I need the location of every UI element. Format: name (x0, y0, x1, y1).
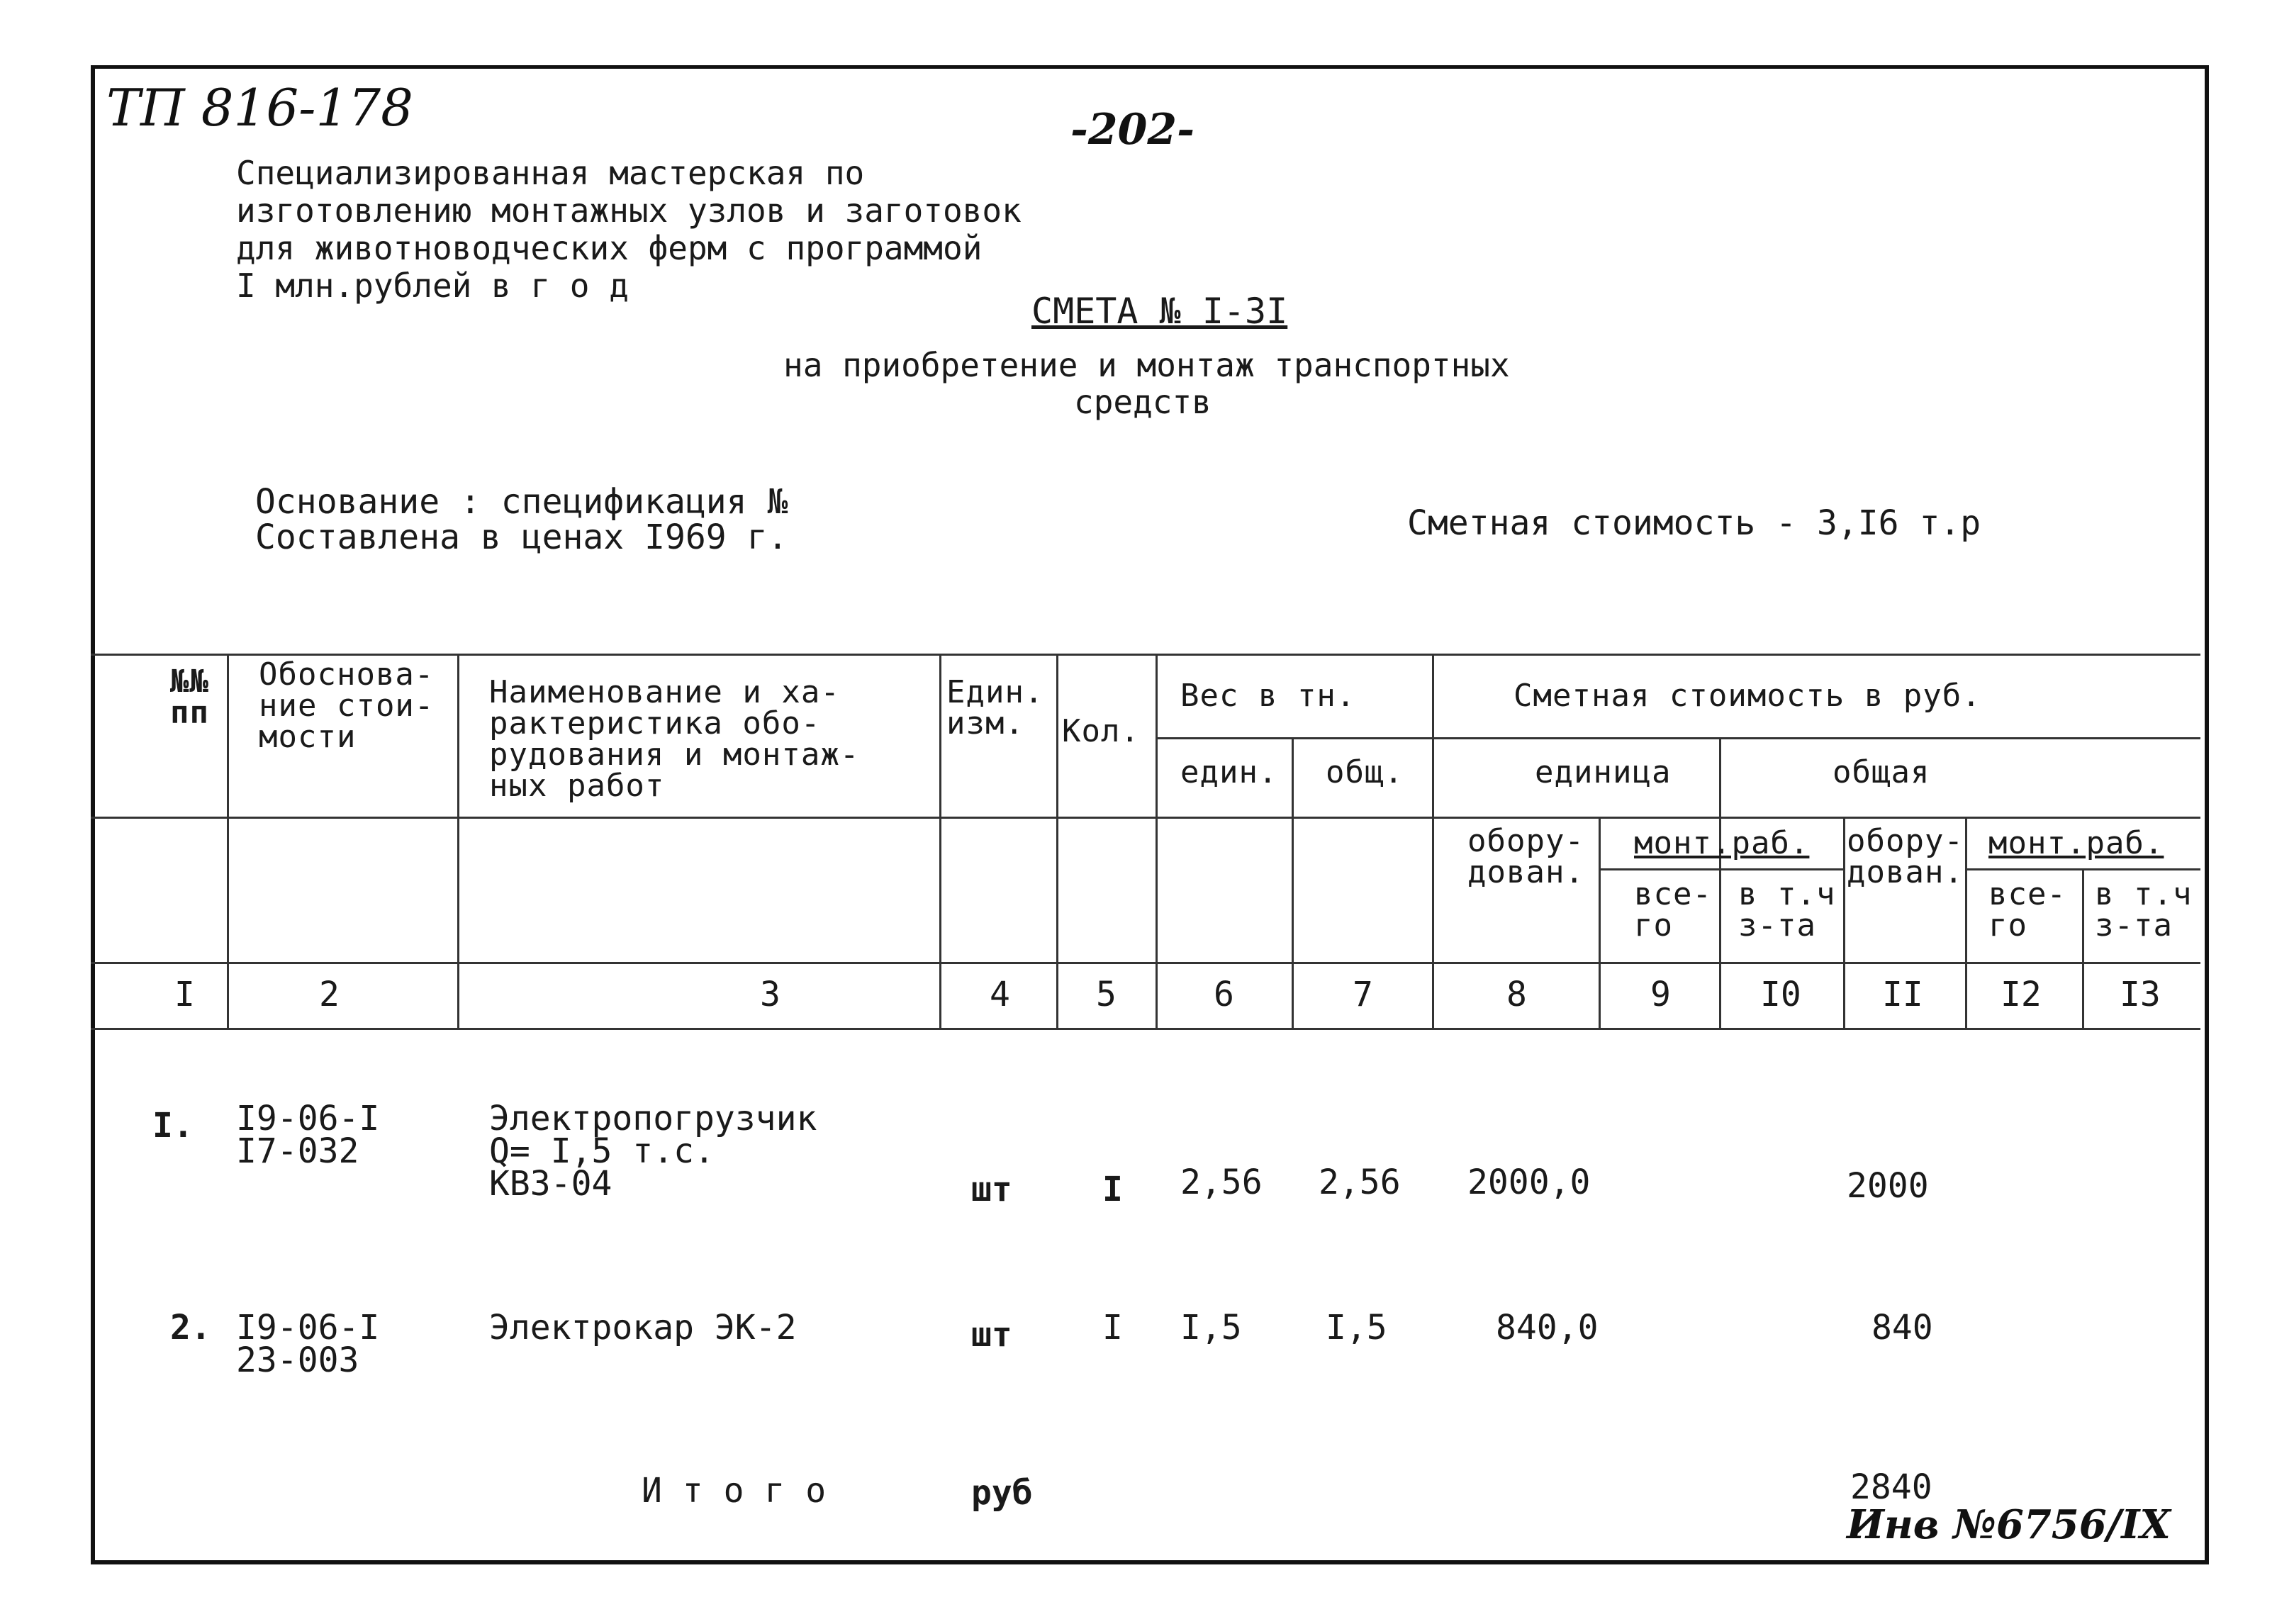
row-equip-unit: 840,0 (1496, 1308, 1599, 1348)
org-line: Специализированная мастерская по (236, 154, 865, 192)
header-basis: Обоснова- ние стои- мости (259, 656, 435, 755)
row-weight-unit: I,5 (1180, 1308, 1242, 1348)
table-rule (91, 962, 2200, 964)
col-number: I (174, 975, 195, 1014)
col-number: II (1882, 975, 1923, 1014)
total-label: И т о г о (642, 1471, 827, 1511)
col-number: I2 (2001, 975, 2042, 1014)
header-qty: Кол. (1062, 713, 1140, 749)
header-weight-total: общ. (1326, 754, 1404, 790)
row-weight-total: 2,56 (1319, 1163, 1401, 1202)
header-mont-all-unit: все- го (1634, 876, 1712, 943)
table-column-rule (1719, 737, 1721, 1028)
header-weight: Вес в тн. (1180, 678, 1356, 714)
row-basis: I9-06-I 23-003 (236, 1308, 380, 1380)
table-column-rule (939, 654, 941, 1028)
org-line: изготовлению монтажных узлов и заготовок (236, 191, 1022, 230)
header-mont-incl-total: в т.ч з-та (2095, 876, 2193, 943)
header-equip-total: обору- дован. (1847, 823, 1964, 890)
org-line: I млн.рублей в г о д (236, 267, 629, 305)
table-column-rule (1432, 654, 1434, 1028)
estimate-title: СМЕТА № I-3I (1031, 291, 1288, 332)
header-equip-unit: обору- дован. (1467, 823, 1584, 890)
prices-line: Составлена в ценах I969 г. (255, 517, 788, 557)
row-qty: I (1102, 1308, 1123, 1348)
col-number: 5 (1096, 975, 1117, 1014)
header-unit: Един. изм. (946, 674, 1044, 741)
header-mont-incl-unit: в т.ч з-та (1738, 876, 1836, 943)
doc-code: ТП 816-178 (106, 78, 413, 138)
table-column-rule (1843, 817, 1845, 1028)
table-rule (91, 817, 2200, 819)
estimated-cost: Сметная стоимость - 3,I6 т.р (1407, 503, 1981, 543)
row-weight-total: I,5 (1326, 1308, 1387, 1348)
estimate-subtitle-1: на приобретение и монтаж транспортных (783, 346, 1510, 384)
row-equip-total: 2000 (1847, 1166, 1929, 1206)
row-name: Электрокар ЭК-2 (489, 1308, 797, 1348)
row-equip-unit: 2000,0 (1467, 1163, 1591, 1202)
row-unit: шт (971, 1315, 1012, 1355)
table-column-rule (1965, 817, 1967, 1028)
header-name: Наименование и ха- рактеристика обо- рудования и монтаж- ных работ (489, 674, 860, 804)
col-number: 8 (1506, 975, 1527, 1014)
row-num: I. (152, 1106, 194, 1146)
row-name: Электропогрузчик Q= I,5 т.с. КВЗ-04 (489, 1099, 817, 1204)
basis-line: Основание : спецификация № (255, 482, 788, 522)
header-mont-total: монт.раб. (1988, 825, 2164, 861)
row-unit: шт (971, 1170, 1012, 1209)
col-number: 2 (319, 975, 340, 1014)
row-num: 2. (170, 1308, 211, 1348)
header-cost-unit: единица (1535, 754, 1672, 790)
row-equip-total: 840 (1871, 1308, 1933, 1348)
col-number: 7 (1353, 975, 1373, 1014)
table-column-rule (1056, 654, 1058, 1028)
total-unit: руб (971, 1473, 1033, 1513)
table-rule (91, 1028, 2200, 1030)
col-number: 3 (760, 975, 780, 1014)
table-rule (1156, 737, 2200, 739)
col-number: 4 (990, 975, 1010, 1014)
header-num: №№ пп (170, 663, 209, 731)
org-line: для животноводческих ферм с программой (236, 229, 983, 267)
col-number: I0 (1760, 975, 1801, 1014)
col-number: I3 (2120, 975, 2161, 1014)
table-column-rule (227, 654, 229, 1028)
row-qty: I (1102, 1170, 1123, 1209)
inventory-number: Инв №6756/IX (1847, 1501, 2171, 1548)
organization-block (236, 155, 1022, 305)
total-value: 2840 (1850, 1467, 1932, 1507)
table-column-rule (457, 654, 459, 1028)
table-rule (91, 654, 2200, 656)
header-cost-total: общая (1833, 754, 1930, 790)
header-cost: Сметная стоимость в руб. (1514, 678, 1981, 714)
table-column-rule (1292, 737, 1294, 1028)
col-number: 6 (1214, 975, 1234, 1014)
header-weight-unit: един. (1180, 754, 1278, 790)
page-number: -202- (1070, 105, 1195, 155)
estimate-subtitle-2: средств (1074, 383, 1212, 421)
table-column-rule (2082, 868, 2084, 1028)
table-column-rule (1599, 817, 1601, 1028)
col-number: 9 (1650, 975, 1671, 1014)
row-weight-unit: 2,56 (1180, 1163, 1263, 1202)
table-column-rule (1156, 654, 1158, 1028)
header-mont-all-total: все- го (1988, 876, 2066, 943)
row-basis: I9-06-I I7-032 (236, 1099, 380, 1171)
header-mont-unit: монт.раб. (1634, 825, 1810, 861)
